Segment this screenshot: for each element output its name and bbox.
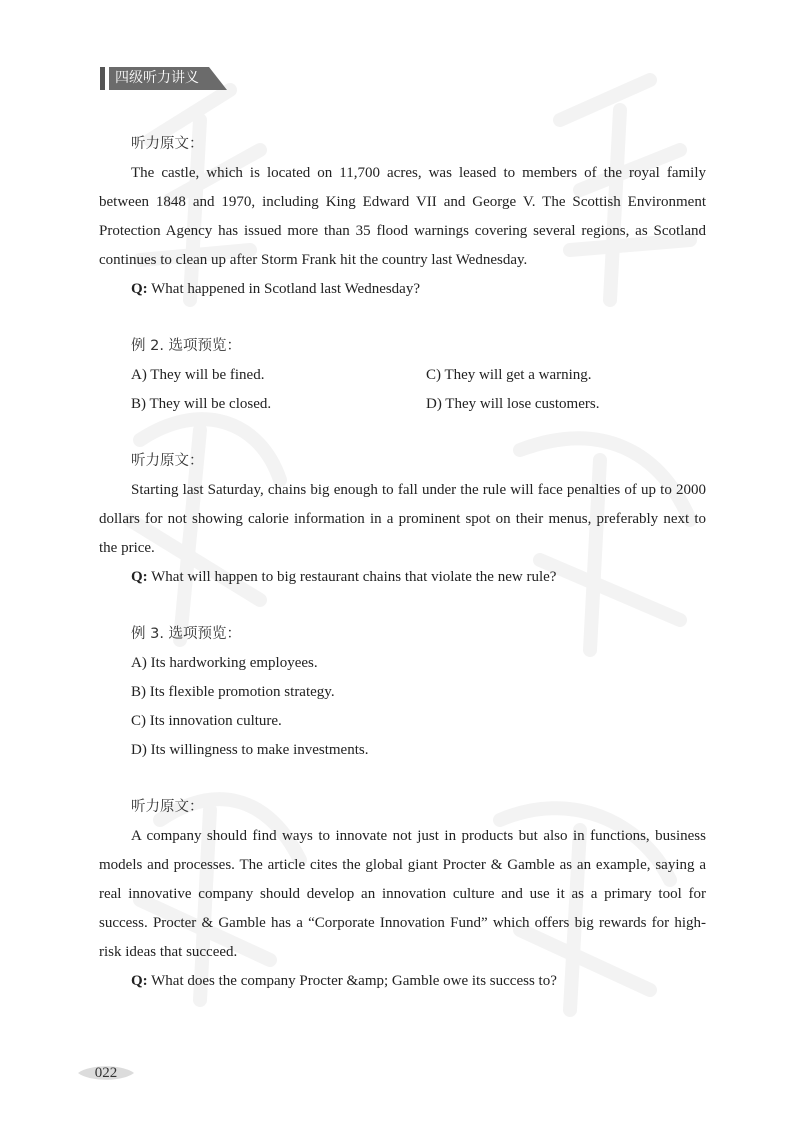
option-b: B) They will be closed.: [131, 396, 272, 412]
question-2: [99, 563, 706, 592]
option-b: B) Its flexible promotion strategy.: [131, 684, 335, 700]
header-accent-bar: [100, 67, 105, 90]
option-c: C) They will get a warning.: [426, 367, 592, 383]
question-3: [99, 967, 706, 996]
question-1: [99, 275, 706, 304]
question-text: What does the company Procter &amp; Gamble owe its success to?: [147, 973, 557, 989]
question-label: Q:: [131, 973, 148, 989]
question-text: What happened in Scotland last Wednesday?: [147, 281, 421, 297]
transcript-3: A company should find ways to innovate not just in products but also in functions, business models and processes. The article cites the global giant Procter & Gamble as an example, saying a real innovative company should develop an innovation culture and use it as a primary tool for success. Procter & Gamble has a “Corporate Innovation Fund” which offers big rewards for high-risk ideas that succeed.: [99, 828, 706, 960]
transcript-heading-2: 听力原文：: [131, 453, 204, 469]
question-text: What will happen to big restaurant chains that violate the new rule?: [147, 569, 557, 585]
option-d: D) They will lose customers.: [426, 396, 600, 412]
example-3-heading: 例 3. 选项预览：: [131, 626, 242, 642]
example-2-heading: 例 2. 选项预览：: [131, 338, 242, 354]
chapter-header-tab: [100, 67, 227, 90]
page-number: [78, 1062, 134, 1084]
option-c: C) Its innovation culture.: [131, 713, 282, 729]
transcript-heading-1: 听力原文：: [131, 136, 204, 152]
question-label: Q:: [131, 569, 148, 585]
page-number-text: 022: [94, 1065, 118, 1081]
example-2-options: [99, 361, 706, 419]
transcript-2: Starting last Saturday, chains big enough to fall under the rule will face penalties of up to 2000 dollars for not showing calorie information in a prominent spot on their menus, preferably next to the price.: [99, 482, 706, 556]
transcript-heading-3: 听力原文：: [131, 799, 204, 815]
header-tab-arrow: [209, 67, 227, 90]
page-content: [99, 130, 706, 996]
option-a: A) Its hardworking employees.: [131, 655, 318, 671]
question-label: Q:: [131, 281, 148, 297]
transcript-1: The castle, which is located on 11,700 acres, was leased to members of the royal family between 1848 and 1970, including King Edward VII and George V. The Scottish Environment Protection Agency has issued more than 35 flood warnings covering several regions, as Scotland continues to clean up after Storm Frank hit the country last Wednesday.: [99, 165, 706, 268]
chapter-title: 四级听力讲义: [109, 67, 209, 90]
option-d: D) Its willingness to make investments.: [131, 742, 369, 758]
option-a: A) They will be fined.: [131, 367, 265, 383]
